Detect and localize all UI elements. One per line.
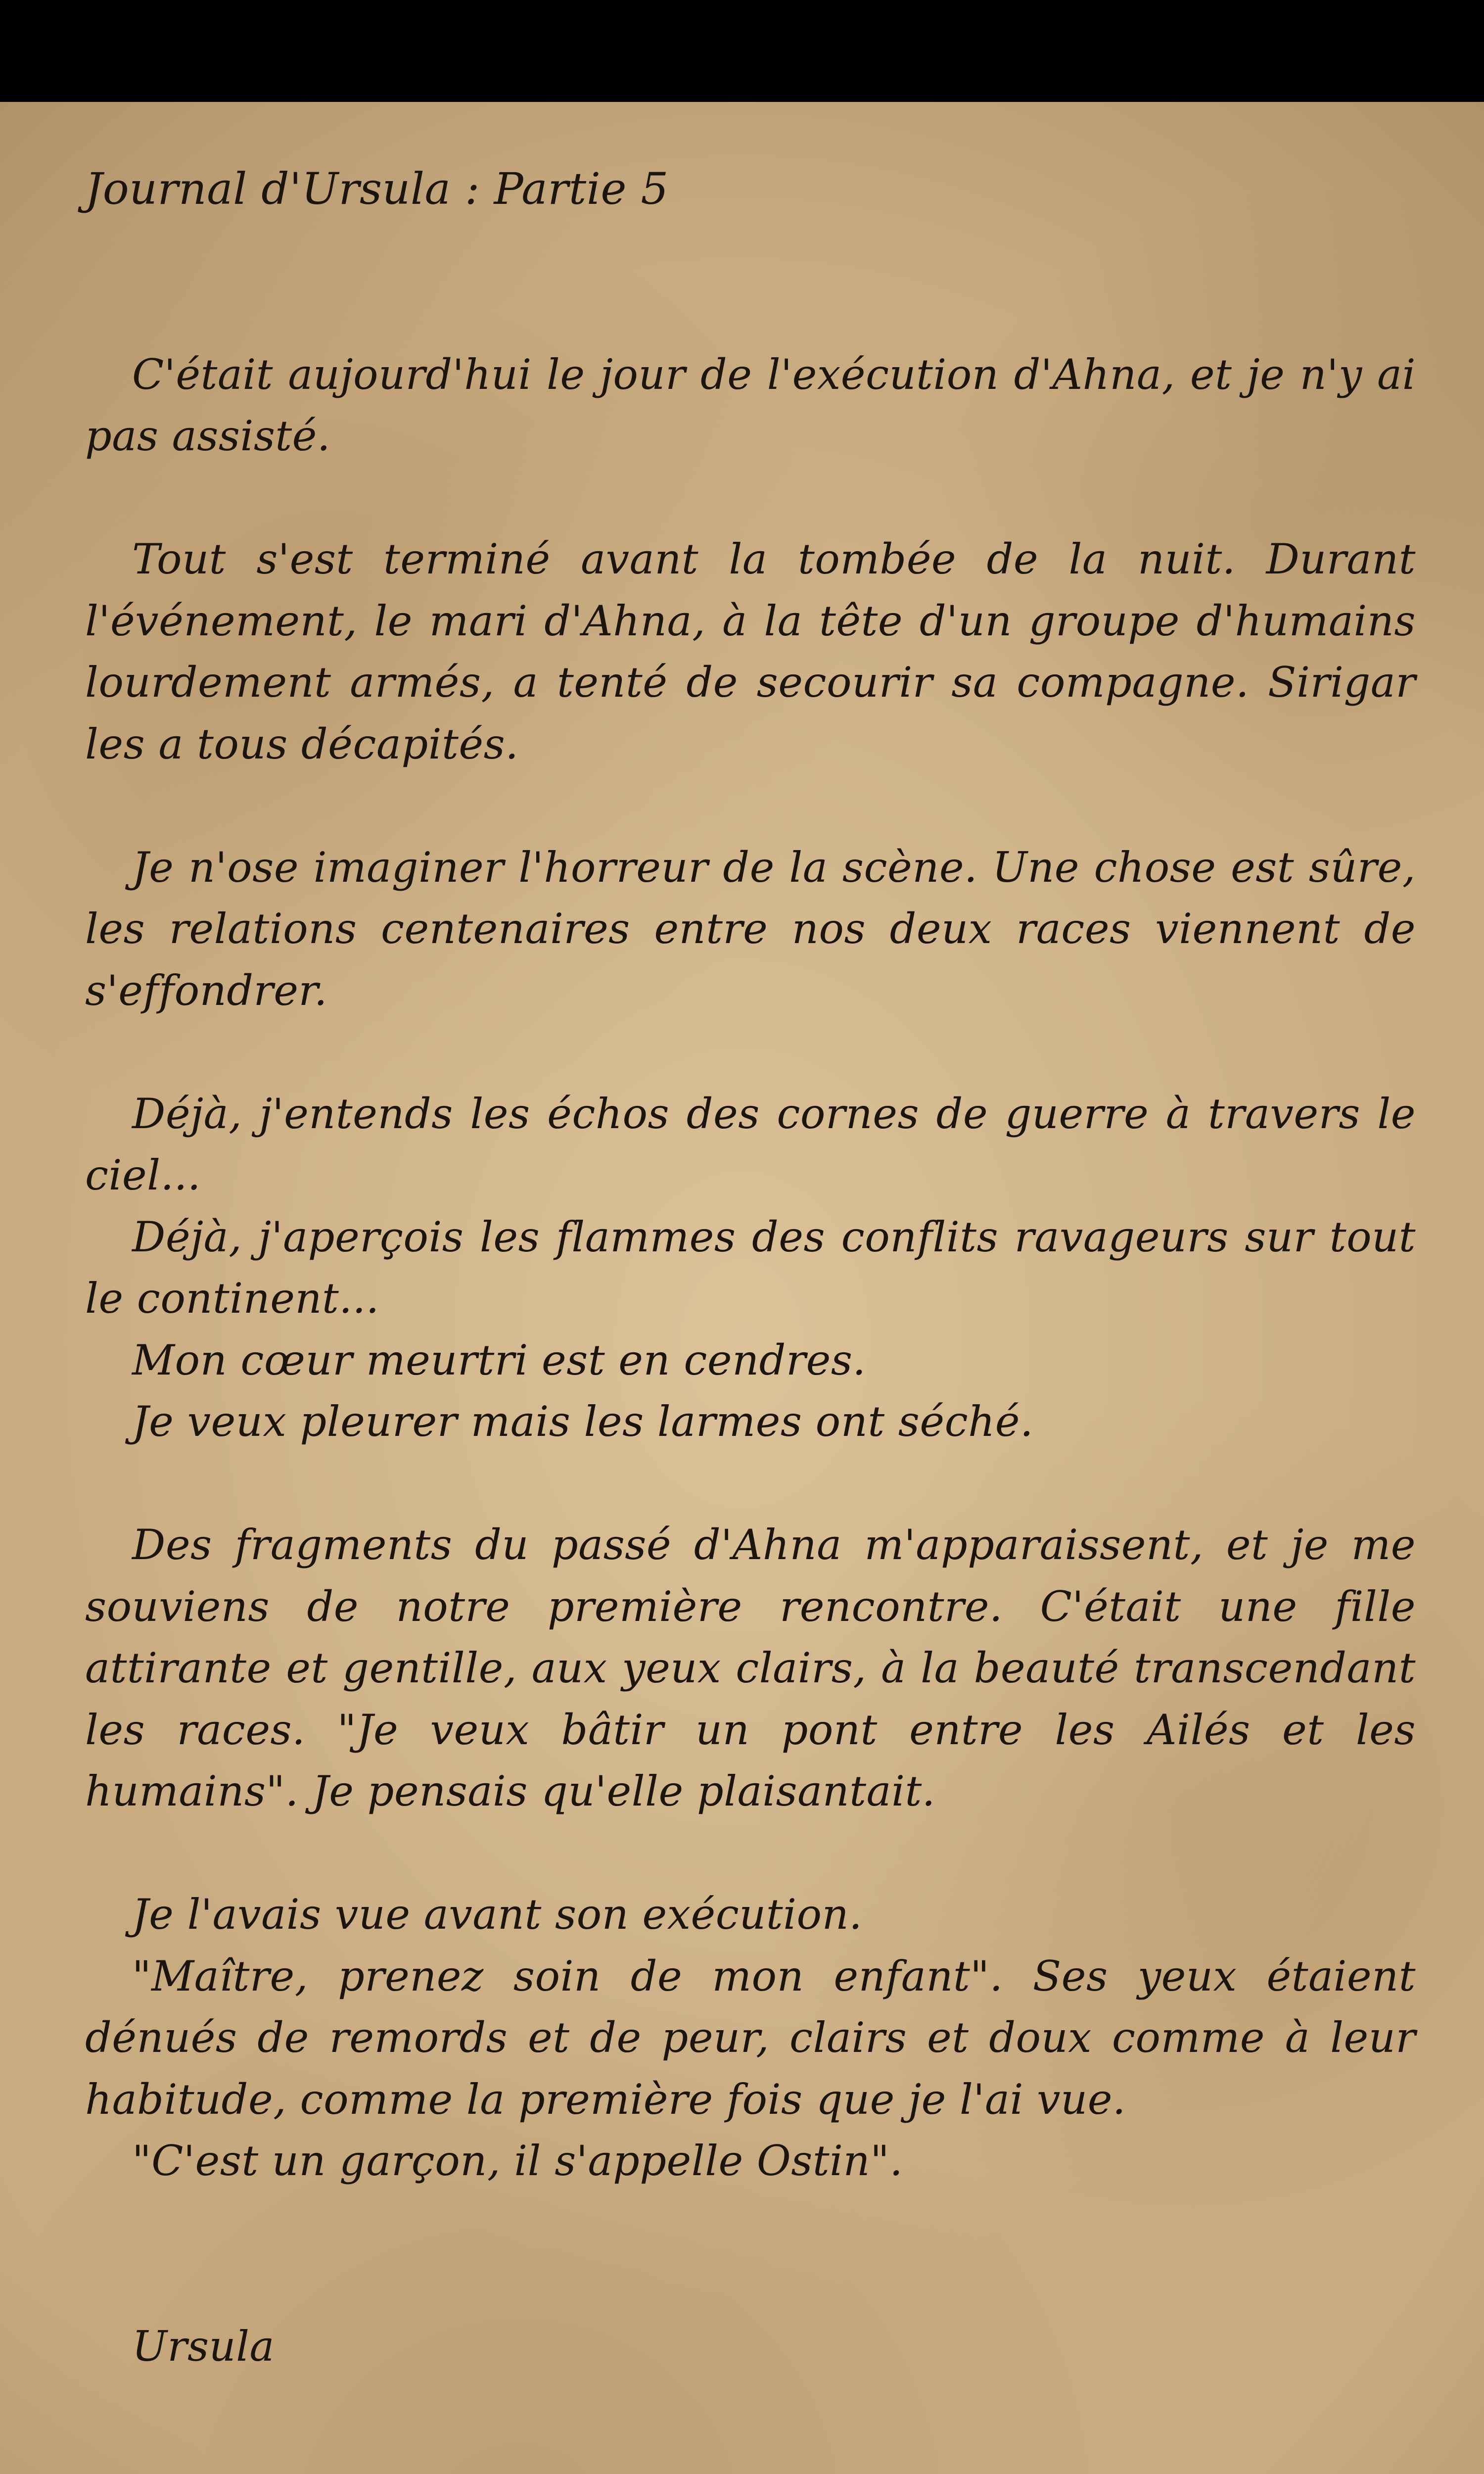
paragraph-2: Tout s'est terminé avant la tombée de la nuit. Durant l'événement, le mari d'Ahna, à la tête d'un groupe d'humains lourdement armés, a tenté de secourir sa compagne. Sirigar les a tous décapités. (85, 535, 1416, 768)
paragraph-gap (85, 1822, 1416, 1884)
journal-title: Journal d'Ursula : Partie 5 (85, 163, 669, 214)
paragraph-3: Je n'ose imaginer l'horreur de la scène. Une chose est sûre, les relations centenaires entre nos deux races viennent de s'effondrer. (85, 843, 1416, 1015)
paragraph-4-line-3: Mon cœur meurtri est en cendres. (132, 1335, 866, 1384)
paragraph-5: Des fragments du passé d'Ahna m'apparaissent, et je me souviens de notre première rencontre. C'était une fille attirante et gentille, aux yeux clairs, à la beauté transcendant les races. "Je veux bâtir un pont entre les Ailés et les humains". Je pensais qu'elle plaisantait. (85, 1521, 1416, 1815)
paragraph-4-line-2: Déjà, j'aperçois les flammes des conflits ravageurs sur tout le continent... (85, 1212, 1416, 1323)
signature: Ursula (132, 2322, 275, 2371)
paragraph-1: C'était aujourd'hui le jour de l'exécution d'Ahna, et je n'y ai pas assisté. (85, 350, 1416, 460)
paragraph-4-line-1: Déjà, j'entends les échos des cornes de guerre à travers le ciel... (85, 1089, 1416, 1199)
paragraph-gap (85, 775, 1416, 837)
paragraph-6-line-3: "C'est un garçon, il s'appelle Ostin". (132, 2137, 903, 2185)
top-black-bar (0, 0, 1484, 102)
paragraph-6-line-2: "Maître, prenez soin de mon enfant". Ses yeux étaient dénués de remords et de peur, clairs et doux comme à leur habitude, comme la première fois que je l'ai vue. (85, 1951, 1416, 2124)
journal-text (85, 158, 1416, 2419)
paragraph-gap (85, 1453, 1416, 1515)
paragraph-6-line-1: Je l'avais vue avant son exécution. (132, 1890, 863, 1939)
paragraph-gap (85, 467, 1416, 529)
paragraph-4-line-4: Je veux pleurer mais les larmes ont séché. (132, 1397, 1034, 1446)
paragraph-gap (85, 1021, 1416, 1083)
